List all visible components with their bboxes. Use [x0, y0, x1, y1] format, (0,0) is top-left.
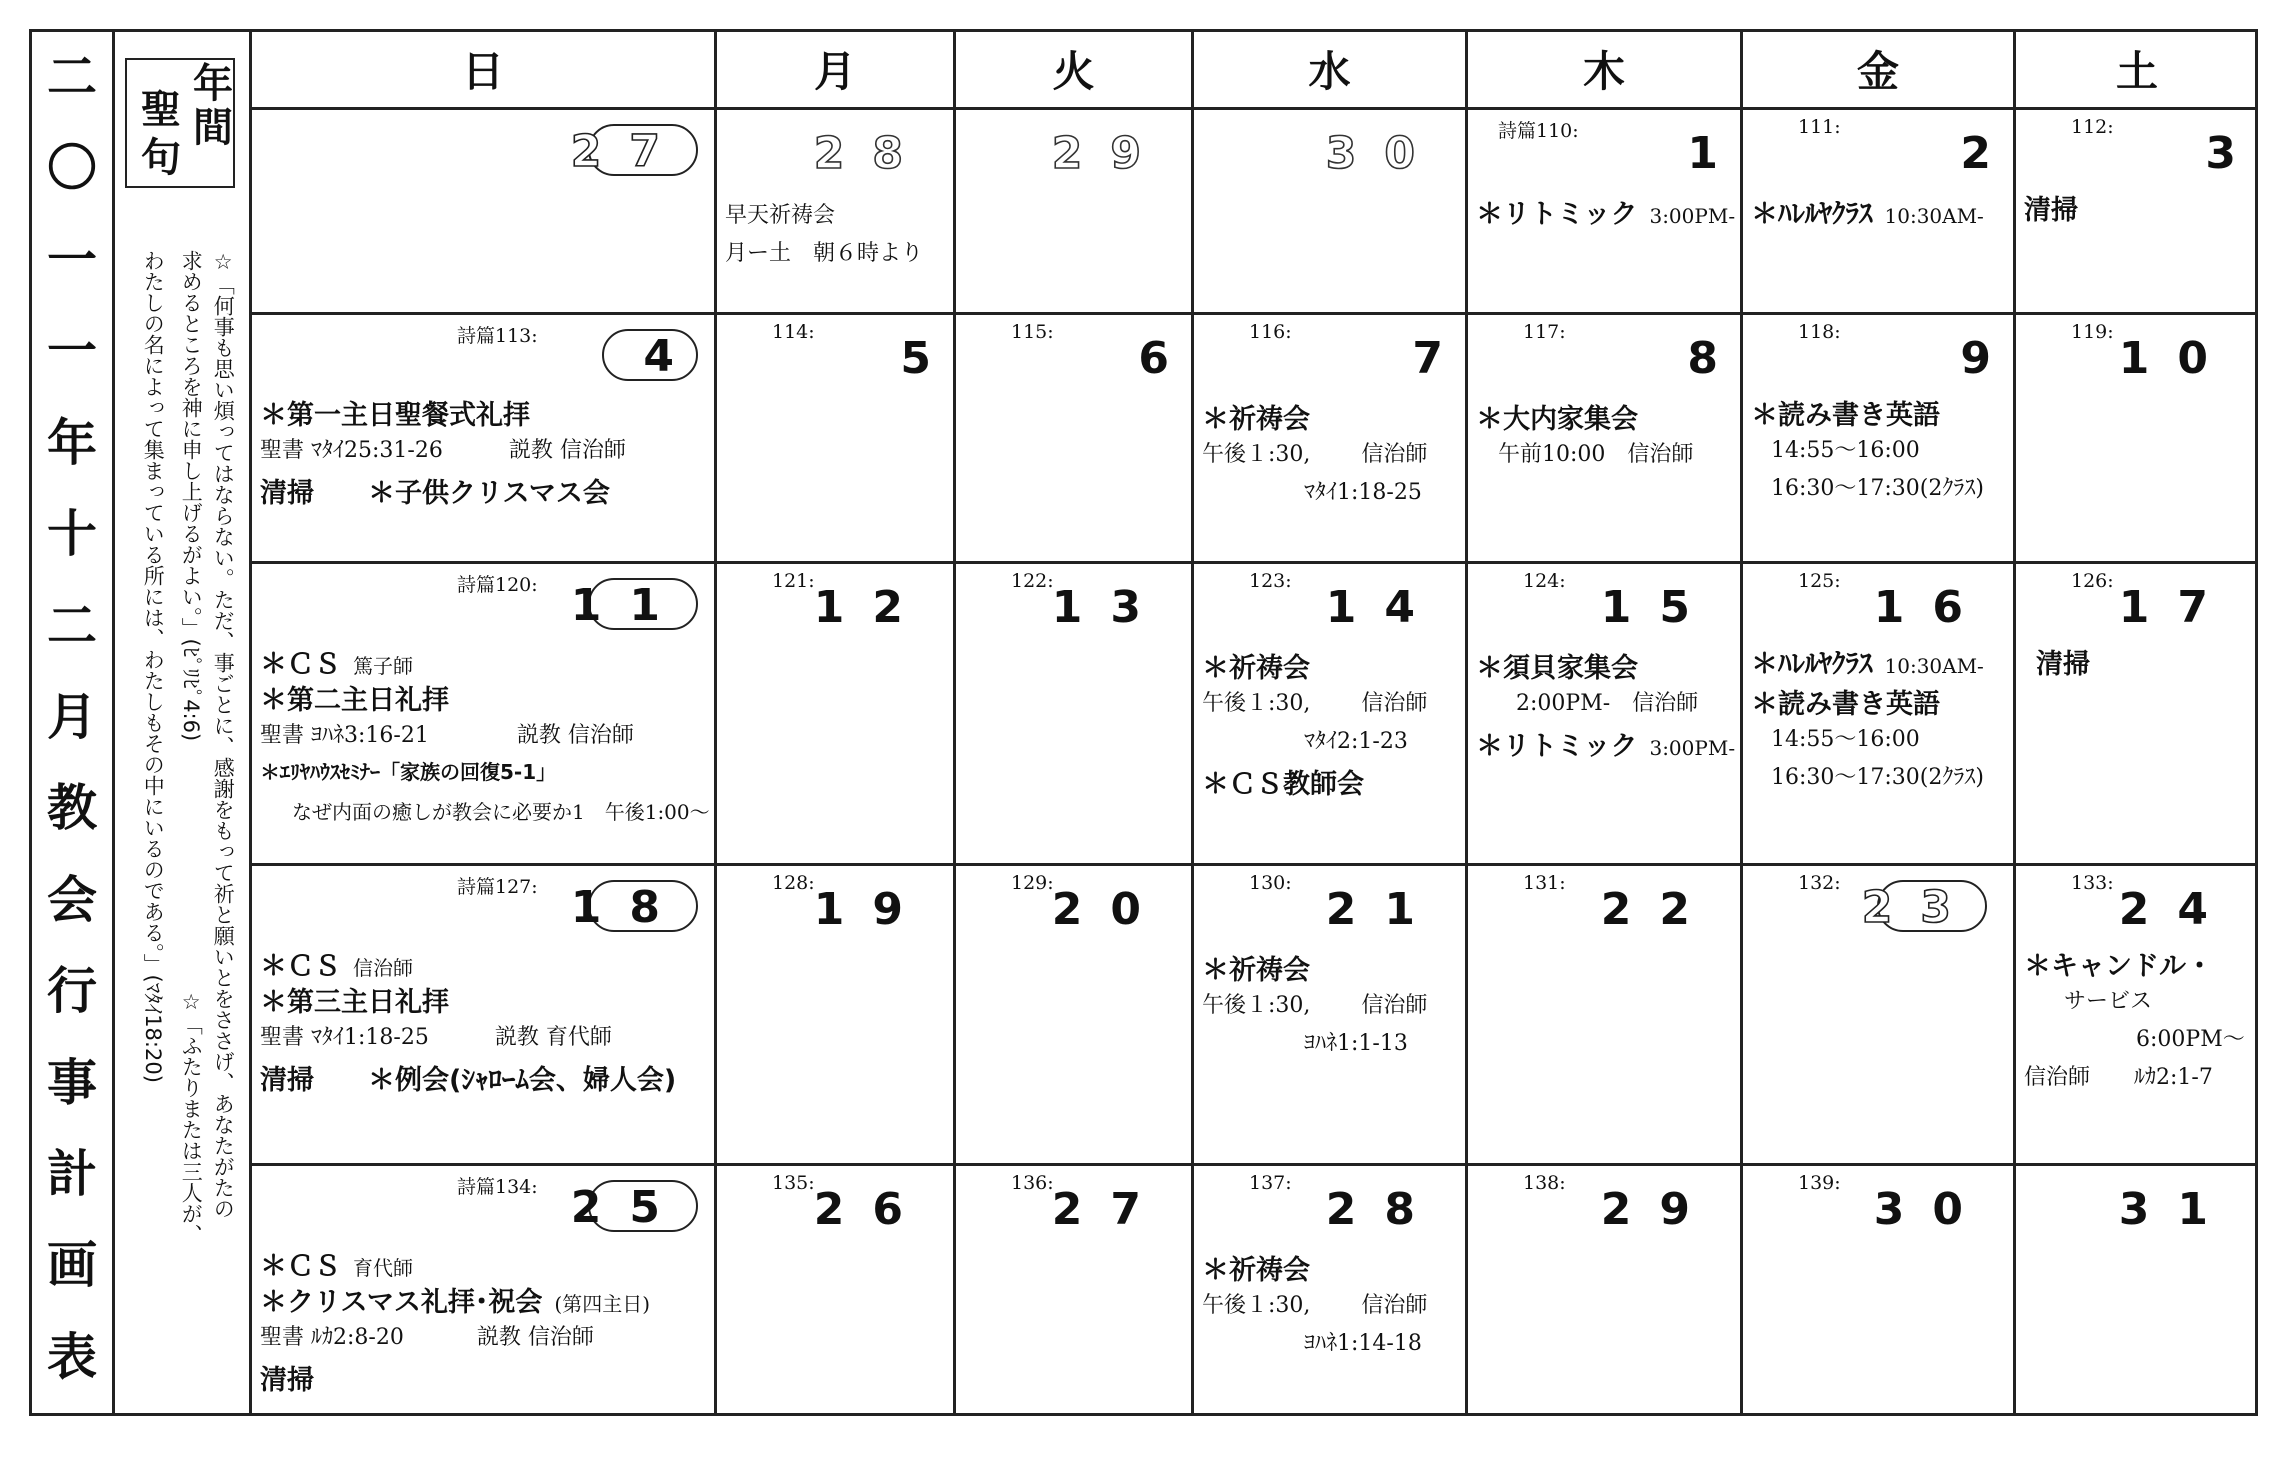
event-line: [1202, 646, 1310, 685]
event-detail: 信治師: [353, 956, 413, 980]
event-line: [1304, 724, 1408, 755]
event-line: [1751, 682, 1940, 721]
event-text: 聖書 ﾏﾀｲ25:31-26 説教 信治師: [260, 438, 626, 463]
event-detail: 10:30AM-: [1884, 654, 1984, 678]
event-text: なぜ内面の癒しが教会に必要か1 午後1:00～: [292, 800, 710, 824]
title-char: 表: [47, 1327, 97, 1386]
psalm-reading: 詩篇113:: [457, 325, 538, 347]
event-text: 清掃: [260, 1365, 314, 1396]
psalm-reading: 122:: [1011, 570, 1054, 592]
date-number: 10: [2118, 333, 2236, 384]
day-cell: [1468, 866, 1740, 1163]
page-title: [32, 34, 112, 1410]
event-text: 午後１:30, 信治師: [1202, 1293, 1428, 1318]
date-number: 11: [570, 580, 688, 631]
event-text: ＊祈祷会: [1202, 653, 1310, 684]
title-char: 十: [47, 505, 97, 564]
psalm-reading: 139:: [1798, 1172, 1841, 1194]
event-text: ＊ﾊﾚﾙﾔｸﾗｽ: [1751, 199, 1873, 230]
event-line: [260, 393, 530, 432]
event-line: [1202, 762, 1364, 801]
title-char: 〇: [47, 139, 97, 198]
psalm-reading: 135:: [772, 1172, 815, 1194]
event-text: ＊リトミック: [1476, 731, 1638, 762]
date-number: 1: [1687, 128, 1718, 179]
event-detail: 3:00PM-: [1649, 736, 1736, 760]
event-text: ＊ﾊﾚﾙﾔｸﾗｽ: [1751, 649, 1873, 680]
event-text: サービス: [2064, 989, 2153, 1014]
event-line: [260, 1020, 612, 1051]
date-number: 5: [900, 333, 931, 384]
title-char: 計: [47, 1145, 97, 1204]
day-cell: [252, 1166, 714, 1413]
psalm-reading: 117:: [1523, 321, 1566, 343]
event-text: 清掃: [2036, 649, 2090, 680]
event-line: [2024, 188, 2078, 227]
date-number: 18: [570, 882, 688, 933]
day-cell: [1194, 564, 1465, 863]
event-line: [1202, 686, 1427, 717]
event-line: [260, 1358, 314, 1397]
day-header-tue: 火: [1052, 47, 1095, 96]
psalm-reading: 119:: [2071, 321, 2114, 343]
event-line: [1751, 642, 1984, 681]
verse-line: 求めるところを神に申し上げるがよい。」(ﾋﾟﾘﾋﾟ4:6): [179, 250, 204, 742]
event-text: ＊第一主日聖餐式礼拝: [260, 400, 530, 431]
psalm-reading: 114:: [772, 321, 815, 343]
title-char: 行: [47, 962, 97, 1021]
event-text: ＊第二主日礼拝: [260, 685, 449, 716]
event-text: 午前10:00 信治師: [1498, 442, 1694, 467]
title-char: 二: [47, 596, 97, 655]
day-cell: [1743, 315, 2013, 561]
event-detail: 篤子師: [353, 654, 413, 678]
psalm-reading: 115:: [1011, 321, 1054, 343]
date-number: 30: [1873, 1184, 1991, 1235]
day-header-wed: 水: [1308, 47, 1351, 96]
event-line: [260, 678, 449, 717]
day-cell: [252, 110, 714, 312]
event-text: ＊ＣＳ: [260, 951, 341, 982]
day-cell: [1743, 866, 2013, 1163]
event-text: 14:55～16:00: [1771, 727, 1920, 752]
event-line: [2064, 984, 2152, 1015]
psalm-reading: 124:: [1523, 570, 1566, 592]
day-cell: [252, 564, 714, 863]
day-cell: [2016, 1166, 2258, 1413]
event-line: [2024, 1060, 2213, 1091]
day-cell: [717, 564, 953, 863]
verse-label-char: 聖: [141, 87, 181, 133]
event-line: [1476, 646, 1638, 685]
divider: [112, 29, 115, 1416]
event-line: [1202, 948, 1310, 987]
event-line: [2036, 642, 2090, 681]
day-cell: [717, 315, 953, 561]
day-header-mon: 月: [813, 47, 856, 96]
date-number: 12: [813, 582, 931, 633]
event-line: [1304, 1026, 1408, 1057]
event-text: 16:30～17:30(2ｸﾗｽ): [1771, 476, 1984, 501]
date-number: 15: [1600, 582, 1718, 633]
event-text: ＊大内家集会: [1476, 404, 1638, 435]
title-char: 画: [47, 1236, 97, 1295]
psalm-reading: 116:: [1249, 321, 1292, 343]
event-line: [292, 796, 710, 825]
day-header-thu: 木: [1582, 47, 1625, 96]
psalm-reading: 130:: [1249, 872, 1292, 894]
event-line: [1771, 471, 1984, 502]
day-header-sat: 土: [2115, 47, 2158, 96]
event-line: [725, 236, 923, 267]
event-text: 聖書 ﾏﾀｲ1:18-25 説教 育代師: [260, 1025, 612, 1050]
event-text: ＊祈祷会: [1202, 1255, 1310, 1286]
date-number: 19: [813, 884, 931, 935]
event-text: 16:30～17:30(2ｸﾗｽ): [1771, 765, 1984, 790]
event-text: 2:00PM- 信治師: [1516, 691, 1699, 716]
title-char: 事: [47, 1053, 97, 1112]
day-cell: [956, 315, 1191, 561]
event-line: [1751, 393, 1940, 432]
date-number: 30: [1325, 128, 1443, 179]
event-detail: 10:30AM-: [1884, 204, 1984, 228]
day-cell: [1468, 315, 1740, 561]
day-cell: [2016, 315, 2258, 561]
psalm-reading: 136:: [1011, 1172, 1054, 1194]
date-number: 27: [1051, 1184, 1169, 1235]
psalm-reading: 111:: [1798, 116, 1841, 138]
event-line: [2024, 944, 2213, 983]
verse-label-char: 年: [193, 61, 233, 107]
event-text: 月ー土 朝６時より: [725, 241, 924, 266]
title-char: 二: [47, 48, 97, 106]
event-text: 信治師 ﾙｶ2:1-7: [2024, 1065, 2213, 1090]
psalm-reading: 121:: [772, 570, 815, 592]
event-line: [1771, 722, 1920, 753]
event-text: ＊祈祷会: [1202, 955, 1310, 986]
date-number: 24: [2118, 884, 2236, 935]
event-text: ＊読み書き英語: [1751, 689, 1940, 720]
event-text: 14:55～16:00: [1771, 438, 1920, 463]
day-cell: [252, 315, 714, 561]
event-line: [1304, 1326, 1422, 1357]
psalm-reading: 詩篇110:: [1498, 120, 1579, 142]
event-line: [1751, 192, 1984, 231]
day-cell: [1194, 315, 1465, 561]
day-cell: [1743, 110, 2013, 312]
verse-line: ☆「ふたりまたは三人が、: [179, 990, 204, 1245]
event-text: ＊祈祷会: [1202, 404, 1310, 435]
event-text: 清掃 ＊例会(ｼｬﾛｰﾑ会、婦人会): [260, 1065, 677, 1096]
event-detail: (第四主日): [554, 1292, 651, 1316]
date-number: 26: [813, 1184, 931, 1235]
event-line: [2136, 1022, 2245, 1053]
event-text: ﾖﾊﾈ1:14-18: [1304, 1331, 1422, 1356]
event-line: [1202, 988, 1427, 1019]
day-cell: [1468, 1166, 1740, 1413]
day-cell: [1743, 1166, 2013, 1413]
event-line: [1202, 437, 1427, 468]
date-number: 17: [2118, 582, 2236, 633]
event-line: [1498, 437, 1693, 468]
event-text: 早天祈祷会: [725, 203, 836, 228]
date-number: 21: [1325, 884, 1443, 935]
day-cell: [252, 866, 714, 1163]
day-cell: [717, 1166, 953, 1413]
event-text: 清掃: [2024, 195, 2078, 226]
day-cell: [2016, 110, 2258, 312]
event-line: [260, 1244, 413, 1283]
date-number: 27: [570, 126, 688, 177]
annual-verse-label: [125, 58, 235, 188]
date-number: 20: [1051, 884, 1169, 935]
day-cell: [956, 110, 1191, 312]
psalm-reading: 133:: [2071, 872, 2114, 894]
event-line: [260, 471, 610, 510]
title-char: 一: [47, 230, 97, 289]
event-line: [260, 433, 626, 464]
event-line: [1202, 1288, 1427, 1319]
event-text: ＊ＣＳ教師会: [1202, 769, 1364, 800]
event-text: 6:00PM～: [2136, 1027, 2245, 1052]
event-text: ＊読み書き英語: [1751, 400, 1940, 431]
date-number: 23: [1861, 882, 1979, 933]
date-number: 16: [1873, 582, 1991, 633]
event-text: ﾏﾀｲ2:1-23: [1304, 729, 1408, 754]
event-line: [1304, 475, 1422, 506]
event-text: 聖書 ﾙｶ2:8-20 説教 信治師: [260, 1325, 594, 1350]
event-text: ＊クリスマス礼拝･祝会: [260, 1287, 543, 1318]
psalm-reading: 詩篇127:: [457, 876, 538, 898]
event-text: ﾖﾊﾈ1:1-13: [1304, 1031, 1408, 1056]
event-line: [725, 198, 835, 229]
psalm-reading: 詩篇120:: [457, 574, 538, 596]
event-text: ＊第三主日礼拝: [260, 987, 449, 1018]
day-cell: [1194, 110, 1465, 312]
date-number: 7: [1412, 333, 1443, 384]
verse-label-char: 句: [141, 135, 181, 181]
date-number: 3: [2205, 128, 2236, 179]
date-number: 4: [643, 331, 674, 382]
title-char: 一: [47, 322, 97, 381]
psalm-reading: 123:: [1249, 570, 1292, 592]
psalm-reading: 131:: [1523, 872, 1566, 894]
date-number: 13: [1051, 582, 1169, 633]
event-text: 清掃 ＊子供クリスマス会: [260, 478, 610, 509]
title-char: 教: [47, 779, 97, 838]
date-number: 22: [1600, 884, 1718, 935]
day-cell: [2016, 564, 2258, 863]
event-detail: 育代師: [353, 1256, 413, 1280]
event-text: 聖書 ﾖﾊﾈ3:16-21 説教 信治師: [260, 723, 634, 748]
psalm-reading: 112:: [2071, 116, 2114, 138]
event-line: [1476, 724, 1735, 763]
event-text: ＊須貝家集会: [1476, 653, 1638, 684]
title-char: 会: [47, 870, 97, 929]
psalm-reading: 129:: [1011, 872, 1054, 894]
event-line: [260, 756, 556, 785]
date-number: 28: [813, 128, 931, 179]
event-line: [260, 642, 413, 681]
psalm-reading: 137:: [1249, 1172, 1292, 1194]
event-text: ＊リトミック: [1476, 199, 1638, 230]
day-cell: [1743, 564, 2013, 863]
event-line: [1202, 397, 1310, 436]
event-text: ﾏﾀｲ1:18-25: [1304, 480, 1422, 505]
day-cell: [956, 564, 1191, 863]
date-number: 2: [1960, 128, 1991, 179]
psalm-reading: 132:: [1798, 872, 1841, 894]
day-cell: [2016, 866, 2258, 1163]
event-line: [260, 1058, 676, 1097]
event-line: [1516, 686, 1698, 717]
event-line: [1771, 433, 1920, 464]
date-number: 6: [1138, 333, 1169, 384]
date-number: 9: [1960, 333, 1991, 384]
date-number: 29: [1600, 1184, 1718, 1235]
verse-label-char: 間: [193, 105, 233, 151]
psalm-reading: 118:: [1798, 321, 1841, 343]
verse-line: わたしの名によって集まっている所には、わたしもその中にいるのである。」(ﾏﾀｲ18:20): [141, 250, 166, 1083]
event-text: ＊キャンドル・: [2024, 951, 2213, 982]
event-line: [260, 980, 449, 1019]
day-cell: [956, 1166, 1191, 1413]
event-text: 午後１:30, 信治師: [1202, 442, 1428, 467]
day-header-fri: 金: [1856, 47, 1899, 96]
day-cell: [717, 866, 953, 1163]
event-line: [260, 1280, 650, 1319]
day-cell: [717, 110, 953, 312]
event-text: 午後１:30, 信治師: [1202, 993, 1428, 1018]
event-line: [1476, 192, 1735, 231]
psalm-reading: 126:: [2071, 570, 2114, 592]
event-line: [260, 718, 634, 749]
event-line: [260, 1320, 594, 1351]
day-header-sun: 日: [461, 47, 504, 96]
event-text: ＊ｴﾘﾔﾊｳｽｾﾐﾅｰ「家族の回復5-1」: [260, 760, 557, 784]
psalm-reading: 138:: [1523, 1172, 1566, 1194]
event-text: ＊ＣＳ: [260, 649, 341, 680]
psalm-reading: 128:: [772, 872, 815, 894]
title-char: 月: [47, 687, 97, 746]
date-number: 28: [1325, 1184, 1443, 1235]
day-cell: [956, 866, 1191, 1163]
day-cell: [1194, 1166, 1465, 1413]
psalm-reading: 125:: [1798, 570, 1841, 592]
date-number: 8: [1687, 333, 1718, 384]
title-char: 年: [47, 413, 97, 472]
psalm-reading: 詩篇134:: [457, 1176, 538, 1198]
date-number: 31: [2118, 1184, 2236, 1235]
day-cell: [1194, 866, 1465, 1163]
event-line: [1771, 760, 1984, 791]
day-cell: [1468, 564, 1740, 863]
event-line: [260, 944, 413, 983]
verse-line: ☆「何事も思い煩ってはならない。ただ、事ごとに、感謝をもって祈と願いとをささげ、あなたがたの: [211, 250, 236, 1219]
event-line: [1202, 1248, 1310, 1287]
date-number: 29: [1051, 128, 1169, 179]
event-detail: 3:00PM-: [1649, 204, 1736, 228]
event-text: 午後１:30, 信治師: [1202, 691, 1428, 716]
date-number: 25: [570, 1182, 688, 1233]
day-cell: [1468, 110, 1740, 312]
event-line: [1476, 397, 1638, 436]
event-text: ＊ＣＳ: [260, 1251, 341, 1282]
date-number: 14: [1325, 582, 1443, 633]
